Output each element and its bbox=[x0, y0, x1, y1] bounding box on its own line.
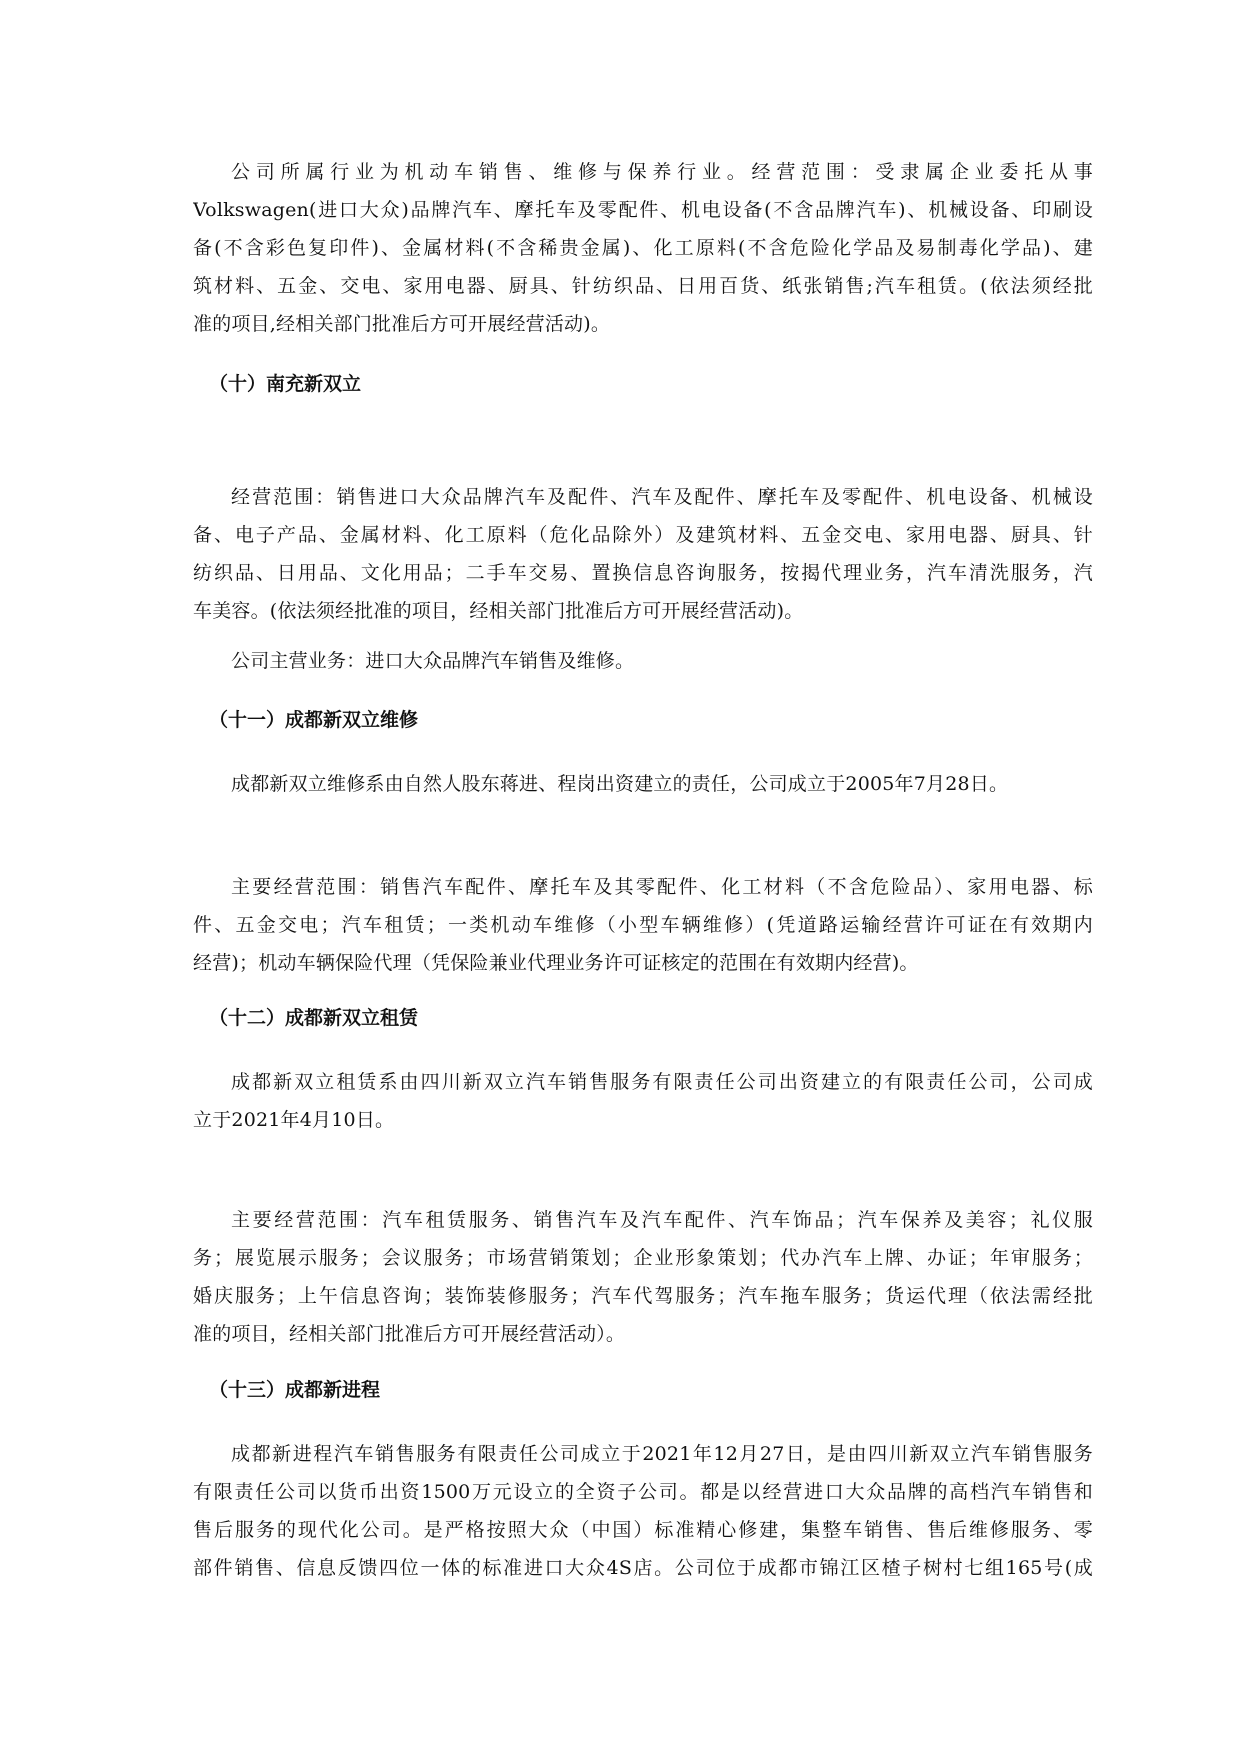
text-line: 经营范围：销售进口大众品牌汽车及配件、汽车及配件、摩托车及零配件、机电设备、机械设 bbox=[231, 486, 1093, 508]
text-line: 成都新双立租赁系由四川新双立汽车销售服务有限责任公司出资建立的有限责任公司，公司成 bbox=[231, 1071, 1093, 1093]
text-line: 备(不含彩色复印件)、金属材料(不含稀贵金属)、化工原料(不含危险化学品及易制毒化学品)、建 bbox=[193, 237, 1093, 259]
section-heading-chengdu-repair: （十一）成都新双立维修 bbox=[209, 709, 419, 731]
section-heading-nanchong: （十）南充新双立 bbox=[209, 373, 362, 395]
section-heading-chengdu-xinjincheng: （十三）成都新进程 bbox=[209, 1379, 381, 1401]
text-line: 件、五金交电；汽车租赁；一类机动车维修（小型车辆维修）(凭道路运输经营许可证在有效期内 bbox=[193, 914, 1093, 936]
text-line: 经营)；机动车辆保险代理（凭保险兼业代理业务许可证核定的范围在有效期内经营)。 bbox=[193, 952, 919, 974]
paragraph-chengdu-leasing-scope bbox=[193, 1201, 1093, 1353]
paragraph-chengdu-xinjincheng-intro bbox=[193, 1435, 1093, 1587]
text-line: 公司所属行业为机动车销售、维修与保养行业。经营范围：受隶属企业委托从事 bbox=[231, 161, 1093, 183]
text-line: 准的项目，经相关部门批准后方可开展经营活动）。 bbox=[193, 1323, 626, 1345]
text-line: 主要经营范围：销售汽车配件、摩托车及其零配件、化工材料（不含危险品）、家用电器、标 bbox=[231, 876, 1093, 898]
text-line: 务；展览展示服务；会议服务；市场营销策划；企业形象策划；代办汽车上牌、办证；年审服务； bbox=[193, 1247, 1093, 1269]
paragraph-chengdu-repair-intro bbox=[193, 765, 1093, 803]
text-line: Volkswagen(进口大众)品牌汽车、摩托车及零配件、机电设备(不含品牌汽车)、机械设备、印刷设 bbox=[193, 199, 1093, 221]
text-line: 主要经营范围：汽车租赁服务、销售汽车及汽车配件、汽车饰品；汽车保养及美容；礼仪服 bbox=[231, 1209, 1093, 1231]
paragraph-nanchong-scope bbox=[193, 478, 1093, 630]
paragraph-chengdu-repair-scope bbox=[193, 868, 1093, 982]
text-line: 备、电子产品、金属材料、化工原料（危化品除外）及建筑材料、五金交电、家用电器、厨具、针 bbox=[193, 524, 1093, 546]
text-line: 部件销售、信息反馈四位一体的标准进口大众4S店。公司位于成都市锦江区楂子树村七组165号(成 bbox=[193, 1557, 1093, 1579]
text-line: 纺织品、日用品、文化用品；二手车交易、置换信息咨询服务，按揭代理业务，汽车清洗服务，汽 bbox=[193, 562, 1093, 584]
text-line: 车美容。(依法须经批准的项目，经相关部门批准后方可开展经营活动)。 bbox=[193, 600, 804, 622]
text-line: 有限责任公司以货币出资1500万元设立的全资子公司。都是以经营进口大众品牌的高档汽车销售和 bbox=[193, 1481, 1093, 1503]
text-line: 婚庆服务；上午信息咨询；装饰装修服务；汽车代驾服务；汽车拖车服务；货运代理（依法需经批 bbox=[193, 1285, 1093, 1307]
text-line: 立于2021年4月10日。 bbox=[193, 1109, 395, 1131]
section-heading-chengdu-leasing: （十二）成都新双立租赁 bbox=[209, 1007, 419, 1029]
paragraph-nanchong-main-business bbox=[193, 642, 1093, 680]
paragraph-chengdu-leasing-intro bbox=[193, 1063, 1093, 1139]
text-line: 成都新进程汽车销售服务有限责任公司成立于2021年12月27日，是由四川新双立汽车销售服务 bbox=[231, 1443, 1093, 1465]
text-line: 准的项目,经相关部门批准后方可开展经营活动)。 bbox=[193, 313, 611, 335]
text-line: 售后服务的现代化公司。是严格按照大众（中国）标准精心修建，集整车销售、售后维修服务、零 bbox=[193, 1519, 1093, 1541]
text-line: 筑材料、五金、交电、家用电器、厨具、针纺织品、日用百货、纸张销售;汽车租赁。(依法须经批 bbox=[193, 275, 1093, 297]
paragraph-business-scope-1 bbox=[193, 153, 1093, 343]
text-line: 公司主营业务：进口大众品牌汽车销售及维修。 bbox=[231, 650, 635, 672]
text-line: 成都新双立维修系由自然人股东蒋进、程岗出资建立的责任，公司成立于2005年7月28日。 bbox=[231, 773, 1009, 795]
